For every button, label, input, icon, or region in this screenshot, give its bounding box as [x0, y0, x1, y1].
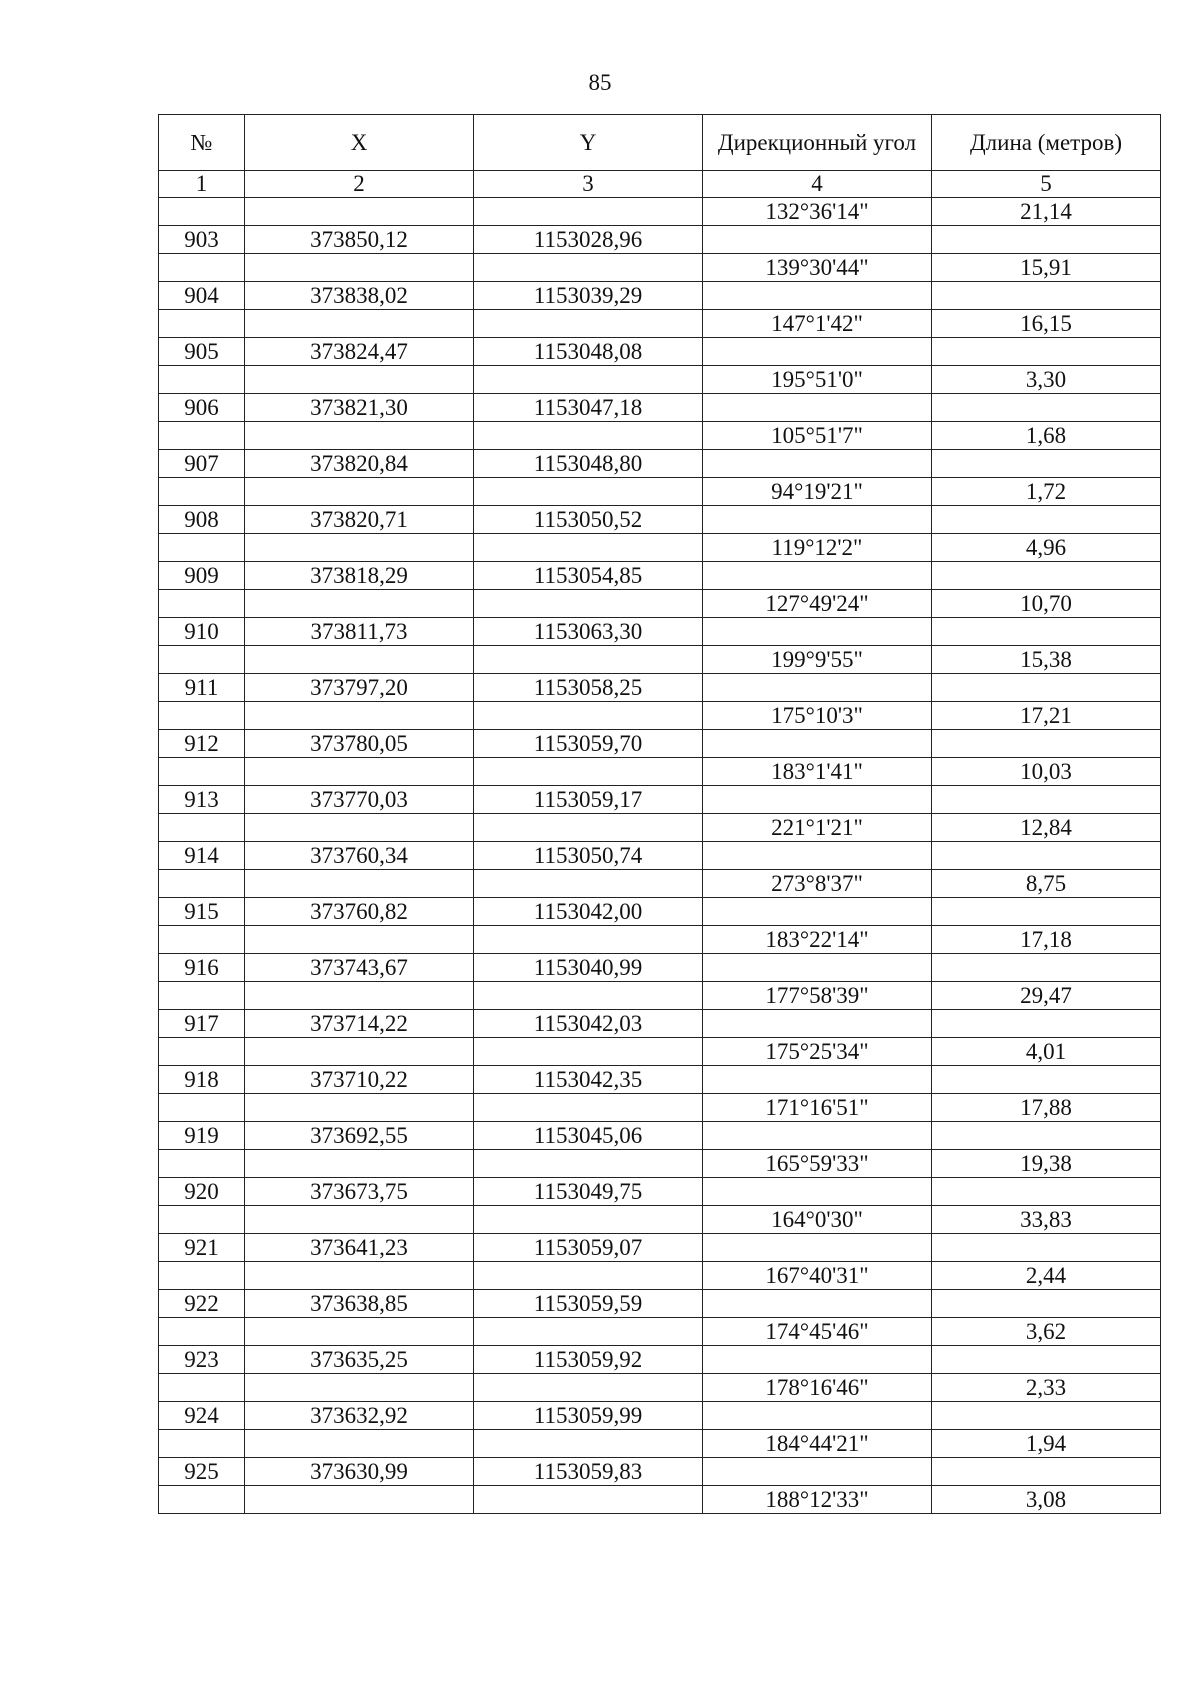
table-row: [159, 1038, 1161, 1066]
y-coordinate-cell: 1153054,85: [474, 562, 703, 590]
y-coordinate-cell: 1153059,59: [474, 1290, 703, 1318]
direction-angle-cell: [703, 1066, 932, 1094]
table-row: [159, 1430, 1161, 1458]
direction-angle-cell: 177°58'39": [703, 982, 932, 1010]
length-cell: [932, 450, 1161, 478]
point-number-cell: 914: [159, 842, 245, 870]
x-coordinate-cell: 373743,67: [245, 954, 474, 982]
table-row: [159, 1122, 1161, 1150]
direction-angle-cell: 178°16'46": [703, 1374, 932, 1402]
direction-angle-cell: 147°1'42": [703, 310, 932, 338]
x-coordinate-cell: [245, 1094, 474, 1122]
point-number-cell: 909: [159, 562, 245, 590]
point-number-cell: [159, 1486, 245, 1514]
point-number-cell: [159, 702, 245, 730]
y-coordinate-cell: 1153059,83: [474, 1458, 703, 1486]
table-row: [159, 562, 1161, 590]
x-coordinate-cell: 373824,47: [245, 338, 474, 366]
x-coordinate-cell: 373638,85: [245, 1290, 474, 1318]
x-coordinate-cell: [245, 702, 474, 730]
direction-angle-cell: 273°8'37": [703, 870, 932, 898]
length-cell: [932, 562, 1161, 590]
y-coordinate-cell: [474, 478, 703, 506]
table-row: [159, 618, 1161, 646]
x-coordinate-cell: 373818,29: [245, 562, 474, 590]
point-number-cell: 905: [159, 338, 245, 366]
x-coordinate-cell: [245, 1150, 474, 1178]
point-number-cell: [159, 758, 245, 786]
length-cell: 3,30: [932, 366, 1161, 394]
y-coordinate-cell: 1153042,35: [474, 1066, 703, 1094]
point-number-cell: [159, 422, 245, 450]
y-coordinate-cell: [474, 1038, 703, 1066]
point-number-cell: 920: [159, 1178, 245, 1206]
x-coordinate-cell: [245, 758, 474, 786]
x-coordinate-cell: [245, 646, 474, 674]
y-coordinate-cell: 1153049,75: [474, 1178, 703, 1206]
x-coordinate-cell: 373820,71: [245, 506, 474, 534]
table-row: [159, 702, 1161, 730]
y-coordinate-cell: [474, 1150, 703, 1178]
direction-angle-cell: [703, 898, 932, 926]
point-number-cell: 918: [159, 1066, 245, 1094]
x-coordinate-cell: [245, 1262, 474, 1290]
coordinates-table: [158, 114, 1161, 1514]
table-row: [159, 814, 1161, 842]
table-body: [159, 198, 1161, 1514]
length-cell: [932, 1122, 1161, 1150]
point-number-cell: 906: [159, 394, 245, 422]
point-number-cell: 923: [159, 1346, 245, 1374]
table-row: [159, 758, 1161, 786]
y-coordinate-cell: 1153045,06: [474, 1122, 703, 1150]
y-coordinate-cell: 1153050,52: [474, 506, 703, 534]
y-coordinate-cell: [474, 1486, 703, 1514]
y-coordinate-cell: [474, 702, 703, 730]
point-number-cell: [159, 590, 245, 618]
point-number-cell: 911: [159, 674, 245, 702]
header-x: X: [245, 115, 474, 171]
direction-angle-cell: [703, 674, 932, 702]
x-coordinate-cell: 373673,75: [245, 1178, 474, 1206]
direction-angle-cell: [703, 1178, 932, 1206]
direction-angle-cell: 119°12'2": [703, 534, 932, 562]
point-number-cell: [159, 1262, 245, 1290]
direction-angle-cell: 165°59'33": [703, 1150, 932, 1178]
point-number-cell: [159, 366, 245, 394]
y-coordinate-cell: [474, 926, 703, 954]
x-coordinate-cell: 373780,05: [245, 730, 474, 758]
point-number-cell: 912: [159, 730, 245, 758]
y-coordinate-cell: 1153059,92: [474, 1346, 703, 1374]
point-number-cell: 915: [159, 898, 245, 926]
x-coordinate-cell: [245, 870, 474, 898]
y-coordinate-cell: [474, 422, 703, 450]
point-number-cell: [159, 1374, 245, 1402]
column-number: 1: [159, 171, 245, 198]
point-number-cell: 907: [159, 450, 245, 478]
x-coordinate-cell: [245, 814, 474, 842]
length-cell: 2,33: [932, 1374, 1161, 1402]
y-coordinate-cell: [474, 366, 703, 394]
direction-angle-cell: 171°16'51": [703, 1094, 932, 1122]
direction-angle-cell: 183°22'14": [703, 926, 932, 954]
length-cell: [932, 1346, 1161, 1374]
y-coordinate-cell: 1153059,99: [474, 1402, 703, 1430]
x-coordinate-cell: 373692,55: [245, 1122, 474, 1150]
direction-angle-cell: [703, 338, 932, 366]
length-cell: [932, 394, 1161, 422]
length-cell: 1,72: [932, 478, 1161, 506]
direction-angle-cell: [703, 618, 932, 646]
x-coordinate-cell: 373641,23: [245, 1234, 474, 1262]
table-row: [159, 1458, 1161, 1486]
y-coordinate-cell: 1153040,99: [474, 954, 703, 982]
length-cell: [932, 954, 1161, 982]
y-coordinate-cell: [474, 198, 703, 226]
point-number-cell: 919: [159, 1122, 245, 1150]
point-number-cell: [159, 1206, 245, 1234]
length-cell: 1,68: [932, 422, 1161, 450]
point-number-cell: 908: [159, 506, 245, 534]
direction-angle-cell: [703, 226, 932, 254]
y-coordinate-cell: [474, 1374, 703, 1402]
point-number-cell: [159, 1094, 245, 1122]
x-coordinate-cell: [245, 478, 474, 506]
point-number-cell: 925: [159, 1458, 245, 1486]
table-row: [159, 478, 1161, 506]
y-coordinate-cell: 1153042,00: [474, 898, 703, 926]
column-number: 4: [703, 171, 932, 198]
point-number-cell: 924: [159, 1402, 245, 1430]
direction-angle-cell: [703, 786, 932, 814]
table-row: [159, 1206, 1161, 1234]
point-number-cell: [159, 254, 245, 282]
table-row: [159, 394, 1161, 422]
length-cell: 4,96: [932, 534, 1161, 562]
point-number-cell: 922: [159, 1290, 245, 1318]
point-number-cell: 904: [159, 282, 245, 310]
y-coordinate-cell: [474, 254, 703, 282]
length-cell: [932, 1402, 1161, 1430]
y-coordinate-cell: [474, 1094, 703, 1122]
table-row: [159, 1402, 1161, 1430]
table-row: [159, 674, 1161, 702]
direction-angle-cell: 164°0'30": [703, 1206, 932, 1234]
direction-angle-cell: 132°36'14": [703, 198, 932, 226]
column-number: 2: [245, 171, 474, 198]
length-cell: [932, 1066, 1161, 1094]
point-number-cell: 903: [159, 226, 245, 254]
point-number-cell: [159, 926, 245, 954]
y-coordinate-cell: [474, 1206, 703, 1234]
table-row: [159, 730, 1161, 758]
direction-angle-cell: 175°10'3": [703, 702, 932, 730]
direction-angle-cell: [703, 1290, 932, 1318]
table-row: [159, 1066, 1161, 1094]
table-row: [159, 1346, 1161, 1374]
y-coordinate-cell: 1153050,74: [474, 842, 703, 870]
y-coordinate-cell: 1153059,70: [474, 730, 703, 758]
y-coordinate-cell: [474, 1318, 703, 1346]
length-cell: 10,03: [932, 758, 1161, 786]
direction-angle-cell: [703, 282, 932, 310]
x-coordinate-cell: [245, 1486, 474, 1514]
direction-angle-cell: [703, 842, 932, 870]
point-number-cell: 917: [159, 1010, 245, 1038]
y-coordinate-cell: [474, 870, 703, 898]
table-row: [159, 1486, 1161, 1514]
table-row: [159, 1010, 1161, 1038]
table-row: [159, 1262, 1161, 1290]
y-coordinate-cell: [474, 758, 703, 786]
table-row: [159, 1374, 1161, 1402]
y-coordinate-cell: 1153047,18: [474, 394, 703, 422]
length-cell: 10,70: [932, 590, 1161, 618]
length-cell: 33,83: [932, 1206, 1161, 1234]
y-coordinate-cell: [474, 646, 703, 674]
direction-angle-cell: 195°51'0": [703, 366, 932, 394]
x-coordinate-cell: 373635,25: [245, 1346, 474, 1374]
length-cell: 29,47: [932, 982, 1161, 1010]
x-coordinate-cell: [245, 422, 474, 450]
table-row: [159, 254, 1161, 282]
point-number-cell: [159, 1430, 245, 1458]
x-coordinate-cell: 373811,73: [245, 618, 474, 646]
length-cell: 17,18: [932, 926, 1161, 954]
table-row: [159, 450, 1161, 478]
y-coordinate-cell: 1153039,29: [474, 282, 703, 310]
table-row: [159, 534, 1161, 562]
direction-angle-cell: [703, 506, 932, 534]
length-cell: 3,62: [932, 1318, 1161, 1346]
y-coordinate-cell: [474, 814, 703, 842]
point-number-cell: [159, 198, 245, 226]
direction-angle-cell: 188°12'33": [703, 1486, 932, 1514]
header-row: [159, 115, 1161, 171]
table-row: [159, 926, 1161, 954]
length-cell: 17,88: [932, 1094, 1161, 1122]
direction-angle-cell: 184°44'21": [703, 1430, 932, 1458]
direction-angle-cell: [703, 1458, 932, 1486]
point-number-cell: [159, 478, 245, 506]
x-coordinate-cell: 373630,99: [245, 1458, 474, 1486]
table-row: [159, 338, 1161, 366]
length-cell: [932, 282, 1161, 310]
length-cell: [932, 1458, 1161, 1486]
direction-angle-cell: 221°1'21": [703, 814, 932, 842]
table-row: [159, 1178, 1161, 1206]
length-cell: 4,01: [932, 1038, 1161, 1066]
length-cell: [932, 618, 1161, 646]
x-coordinate-cell: [245, 590, 474, 618]
direction-angle-cell: [703, 450, 932, 478]
y-coordinate-cell: 1153059,17: [474, 786, 703, 814]
point-number-cell: 916: [159, 954, 245, 982]
x-coordinate-cell: 373820,84: [245, 450, 474, 478]
x-coordinate-cell: 373821,30: [245, 394, 474, 422]
direction-angle-cell: [703, 394, 932, 422]
y-coordinate-cell: 1153048,80: [474, 450, 703, 478]
point-number-cell: [159, 310, 245, 338]
direction-angle-cell: [703, 1010, 932, 1038]
table-row: [159, 1290, 1161, 1318]
table-row: [159, 786, 1161, 814]
length-cell: [932, 842, 1161, 870]
direction-angle-cell: [703, 1346, 932, 1374]
header-length: Длина (метров): [932, 115, 1161, 171]
x-coordinate-cell: 373770,03: [245, 786, 474, 814]
column-number-row: [159, 171, 1161, 198]
direction-angle-cell: [703, 1122, 932, 1150]
point-number-cell: 910: [159, 618, 245, 646]
length-cell: [932, 1010, 1161, 1038]
table-row: [159, 646, 1161, 674]
table-row: [159, 842, 1161, 870]
x-coordinate-cell: 373838,02: [245, 282, 474, 310]
y-coordinate-cell: 1153042,03: [474, 1010, 703, 1038]
y-coordinate-cell: 1153028,96: [474, 226, 703, 254]
x-coordinate-cell: 373760,34: [245, 842, 474, 870]
x-coordinate-cell: [245, 982, 474, 1010]
direction-angle-cell: 174°45'46": [703, 1318, 932, 1346]
length-cell: [932, 1234, 1161, 1262]
direction-angle-cell: [703, 1402, 932, 1430]
table-row: [159, 954, 1161, 982]
direction-angle-cell: [703, 954, 932, 982]
x-coordinate-cell: 373760,82: [245, 898, 474, 926]
point-number-cell: 921: [159, 1234, 245, 1262]
length-cell: 1,94: [932, 1430, 1161, 1458]
table-row: [159, 1094, 1161, 1122]
table-row: [159, 366, 1161, 394]
y-coordinate-cell: [474, 310, 703, 338]
length-cell: 2,44: [932, 1262, 1161, 1290]
x-coordinate-cell: [245, 1206, 474, 1234]
x-coordinate-cell: 373632,92: [245, 1402, 474, 1430]
x-coordinate-cell: [245, 366, 474, 394]
header-y: Y: [474, 115, 703, 171]
table-row: [159, 870, 1161, 898]
point-number-cell: [159, 1150, 245, 1178]
point-number-cell: [159, 870, 245, 898]
length-cell: 15,38: [932, 646, 1161, 674]
point-number-cell: [159, 1038, 245, 1066]
length-cell: 19,38: [932, 1150, 1161, 1178]
table-row: [159, 226, 1161, 254]
table-row: [159, 898, 1161, 926]
x-coordinate-cell: [245, 1318, 474, 1346]
page-number: 85: [588, 70, 612, 95]
table-row: [159, 982, 1161, 1010]
length-cell: 16,15: [932, 310, 1161, 338]
y-coordinate-cell: 1153058,25: [474, 674, 703, 702]
direction-angle-cell: 105°51'7": [703, 422, 932, 450]
y-coordinate-cell: 1153048,08: [474, 338, 703, 366]
direction-angle-cell: [703, 730, 932, 758]
table-row: [159, 506, 1161, 534]
y-coordinate-cell: [474, 1262, 703, 1290]
y-coordinate-cell: 1153059,07: [474, 1234, 703, 1262]
table-row: [159, 1318, 1161, 1346]
x-coordinate-cell: [245, 198, 474, 226]
length-cell: [932, 786, 1161, 814]
direction-angle-cell: 127°49'24": [703, 590, 932, 618]
length-cell: 3,08: [932, 1486, 1161, 1514]
table-row: [159, 1234, 1161, 1262]
length-cell: 12,84: [932, 814, 1161, 842]
point-number-cell: [159, 1318, 245, 1346]
x-coordinate-cell: [245, 1038, 474, 1066]
x-coordinate-cell: [245, 926, 474, 954]
direction-angle-cell: 199°9'55": [703, 646, 932, 674]
direction-angle-cell: [703, 1234, 932, 1262]
x-coordinate-cell: [245, 1374, 474, 1402]
length-cell: [932, 730, 1161, 758]
x-coordinate-cell: [245, 534, 474, 562]
table-row: [159, 1150, 1161, 1178]
x-coordinate-cell: 373714,22: [245, 1010, 474, 1038]
length-cell: [932, 1290, 1161, 1318]
column-number: 3: [474, 171, 703, 198]
length-cell: 8,75: [932, 870, 1161, 898]
column-number: 5: [932, 171, 1161, 198]
length-cell: 15,91: [932, 254, 1161, 282]
x-coordinate-cell: 373710,22: [245, 1066, 474, 1094]
length-cell: [932, 506, 1161, 534]
point-number-cell: [159, 646, 245, 674]
direction-angle-cell: 94°19'21": [703, 478, 932, 506]
table-row: [159, 310, 1161, 338]
x-coordinate-cell: [245, 1430, 474, 1458]
point-number-cell: 913: [159, 786, 245, 814]
table-row: [159, 590, 1161, 618]
direction-angle-cell: 183°1'41": [703, 758, 932, 786]
length-cell: [932, 226, 1161, 254]
point-number-cell: [159, 534, 245, 562]
header-number: №: [159, 115, 245, 171]
direction-angle-cell: 139°30'44": [703, 254, 932, 282]
direction-angle-cell: 175°25'34": [703, 1038, 932, 1066]
y-coordinate-cell: [474, 1430, 703, 1458]
length-cell: [932, 1178, 1161, 1206]
point-number-cell: [159, 814, 245, 842]
x-coordinate-cell: [245, 254, 474, 282]
x-coordinate-cell: 373850,12: [245, 226, 474, 254]
table-row: [159, 198, 1161, 226]
y-coordinate-cell: [474, 534, 703, 562]
table-row: [159, 282, 1161, 310]
length-cell: 17,21: [932, 702, 1161, 730]
table-row: [159, 422, 1161, 450]
y-coordinate-cell: [474, 982, 703, 1010]
length-cell: [932, 898, 1161, 926]
length-cell: 21,14: [932, 198, 1161, 226]
y-coordinate-cell: 1153063,30: [474, 618, 703, 646]
direction-angle-cell: [703, 562, 932, 590]
length-cell: [932, 338, 1161, 366]
x-coordinate-cell: 373797,20: [245, 674, 474, 702]
y-coordinate-cell: [474, 590, 703, 618]
point-number-cell: [159, 982, 245, 1010]
length-cell: [932, 674, 1161, 702]
direction-angle-cell: 167°40'31": [703, 1262, 932, 1290]
x-coordinate-cell: [245, 310, 474, 338]
header-direction-angle: Дирекционный угол: [703, 115, 932, 171]
